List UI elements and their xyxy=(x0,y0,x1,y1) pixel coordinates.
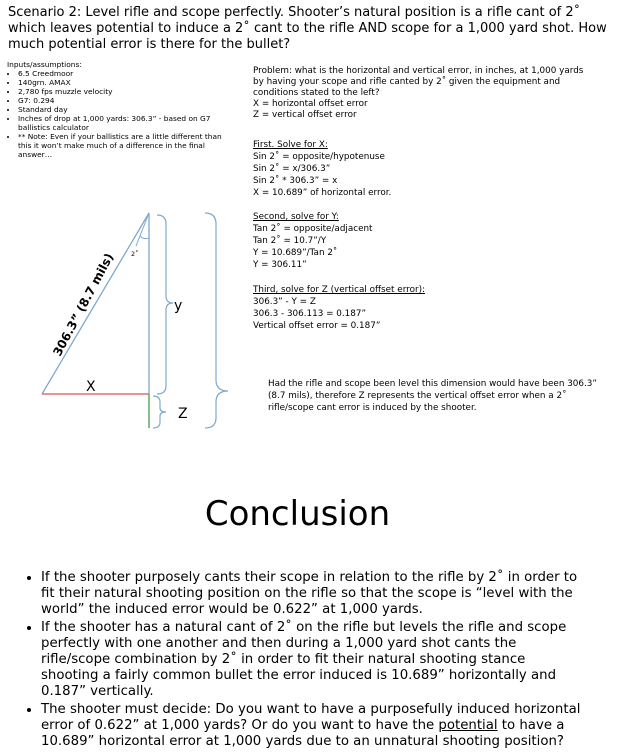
solve-z-line: 306.3” - Y = Z xyxy=(253,297,316,307)
conclusion-bullets xyxy=(16,570,586,752)
solve-y-line: Y = 10.689”/Tan 2˚ xyxy=(253,248,338,258)
input-item: • 140grn. AMAX xyxy=(18,78,235,87)
hypotenuse-line xyxy=(42,213,149,394)
z-definition: Z = vertical offset error xyxy=(253,110,357,120)
solve-y-line: Tan 2˚ = opposite/adjacent xyxy=(253,224,373,234)
angle-label: 2˚ xyxy=(131,250,139,258)
scenario-intro: Scenario 2: Level rifle and scope perfectly. Shooter’s natural position is a rifle cant of 2˚ which leaves potential to induce a 2˚ cant to the rifle AND scope for a 1,000 yard shot. How much potential error is there for the bullet? xyxy=(8,5,607,52)
angle-inner-line xyxy=(136,213,149,246)
inputs-title: Inputs/assumptions: xyxy=(7,60,82,69)
solve-z-line: 306.3 - 306.113 = 0.187” xyxy=(253,309,367,319)
x-label: X xyxy=(86,379,96,395)
angle-arc xyxy=(140,236,149,239)
hypotenuse-length-brace xyxy=(205,213,228,428)
z-label: Z xyxy=(178,406,188,422)
solve-x-line: Sin 2˚ = opposite/hypotenuse xyxy=(253,152,385,162)
input-item: • ** Note: Even if your ballistics are a little different than this it won’t make much of a difference in the final answer… xyxy=(18,132,235,159)
conclusion-bullet xyxy=(41,702,586,750)
y-label: y xyxy=(174,298,183,314)
hypotenuse-label: 306.3” (8.7 mils) xyxy=(50,250,117,359)
solve-y-heading: Second, solve for Y: xyxy=(253,212,339,222)
solve-z-heading: Third, solve for Z (vertical offset error): xyxy=(253,285,425,295)
conclusion-bullet: • If the shooter has a natural cant of 2˚ on the rifle but levels the rifle and scope perfectly with one another and then during a 1,000 yard shot cants the rifle/scope combination by 2˚ in order to fit their natural shooting stance shooting a fairly common bullet the error induced is 10.689” horizontally and 0.187” vertically. xyxy=(41,620,586,700)
solve-x-line: Sin 2˚ * 306.3” = x xyxy=(253,176,338,186)
solve-x-line: X = 10.689” of horizontal error. xyxy=(253,188,392,198)
input-item: • G7: 0.294 xyxy=(18,96,235,105)
input-item: • 6.5 Creedmoor xyxy=(18,69,235,78)
problem-text: Problem: what is the horizontal and vertical error, in inches, at 1,000 yards by having your scope and rifle canted by 2˚ given the equipment and conditions stated to the left? xyxy=(253,66,584,98)
conclusion-title: Conclusion xyxy=(204,494,391,534)
diagram-note: Had the rifle and scope been level this dimension would have been 306.3” (8.7 mils), therefore Z represents the vertical offset error when a 2˚ rifle/scope cant error is induced by the shooter. xyxy=(268,379,597,413)
bullet3-underlined: potential xyxy=(438,718,498,733)
input-item: • 2,780 fps muzzle velocity xyxy=(18,87,235,96)
solve-z-line: Vertical offset error = 0.187” xyxy=(253,321,381,331)
solve-y-line: Tan 2˚ = 10.7”/Y xyxy=(253,236,327,246)
solve-x-line: Sin 2˚ = x/306.3” xyxy=(253,164,331,174)
y-brace xyxy=(157,215,173,394)
x-definition: X = horizontal offset error xyxy=(253,99,368,109)
solve-x-heading: First. Solve for X: xyxy=(253,140,328,150)
input-item: • Inches of drop at 1,000 yards: 306.3” - based on G7 ballistics calculator xyxy=(18,114,235,132)
conclusion-bullet: • If the shooter purposely cants their scope in relation to the rifle by 2˚ in order to fit their natural shooting position on the rifle so that the scope is “level with the world” the induced error would be 0.622” at 1,000 yards. xyxy=(41,570,586,618)
bullet3-text-b: to have a 10.689” horizontal error at 1,000 yards due to an unnatural shooting position? xyxy=(41,718,565,749)
input-item: • Standard day xyxy=(18,105,235,114)
bullet3-text-a: The shooter must decide: Do you want to have a purposefully induced horizontal error of 0.622” at 1,000 yards? Or do you want to have the xyxy=(41,702,581,733)
z-brace xyxy=(153,396,166,428)
solve-y-line: Y = 306.11” xyxy=(253,260,307,270)
